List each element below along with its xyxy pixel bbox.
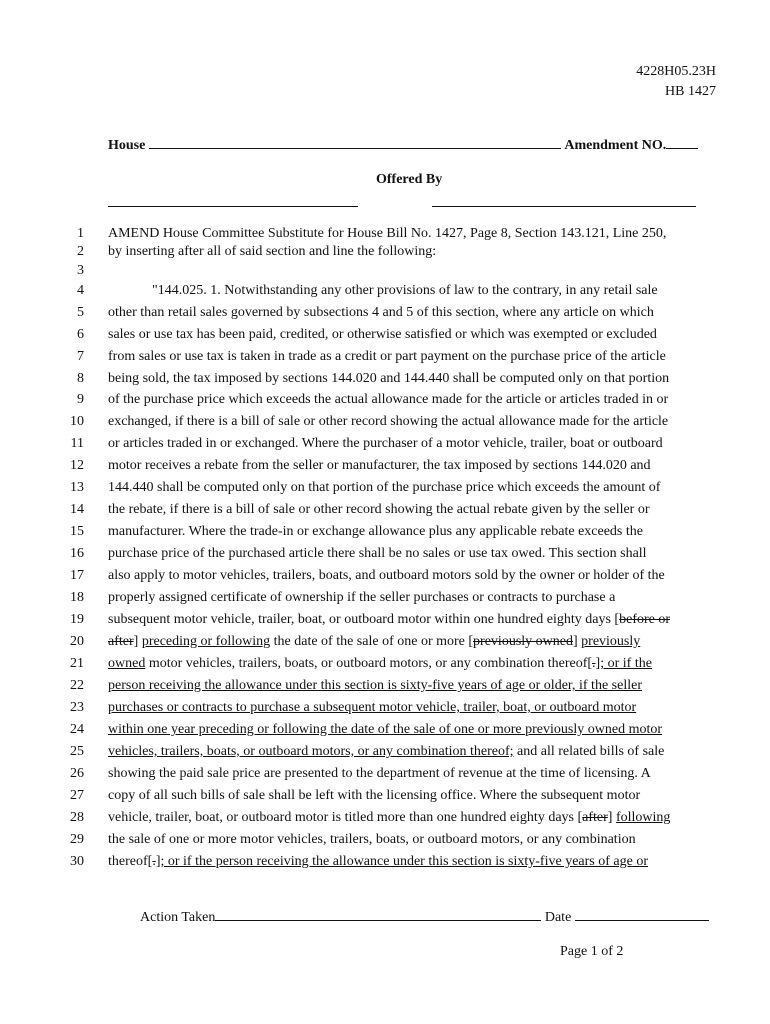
line-number: 18 (70, 590, 84, 605)
text-line: properly assigned certificate of ownership if the seller purchases or contracts to purchase a (108, 590, 616, 605)
line-number: 26 (70, 766, 84, 781)
text-line: being sold, the tax imposed by sections 144.020 and 144.440 shall be computed only on that portion (108, 371, 670, 386)
deleted-text: after (108, 634, 134, 649)
text-line: of the purchase price which exceeds the actual allowance made for the article or articles traded in or (108, 392, 669, 407)
deleted-text: . (592, 656, 596, 671)
bill-number: HB 1427 (665, 84, 716, 99)
line-number: 6 (77, 327, 84, 342)
line-number: 9 (77, 392, 84, 407)
text-line: by inserting after all of said section and line the following: (108, 244, 437, 259)
line-number: 5 (77, 305, 84, 320)
text-line: subsequent motor vehicle, trailer, boat, or outboard motor within one hundred eighty days [before or (108, 612, 671, 627)
text-line: exchanged, if there is a bill of sale or other record showing the actual allowance made for the article (108, 414, 669, 429)
line-number: 16 (70, 546, 84, 561)
inserted-text: following (615, 810, 671, 825)
inserted-text: previously (581, 634, 641, 649)
text-line: manufacturer. Where the trade-in or exchange allowance plus any applicable rebate exceeds the (108, 524, 643, 539)
deleted-text: . (152, 854, 156, 869)
text-line: the rebate, if there is a bill of sale or other record showing the actual rebate given by the seller or (108, 502, 650, 517)
line-number: 27 (70, 788, 84, 803)
inserted-text: vehicles, trailers, boats, or outboard motors, or any combination thereof; (108, 744, 514, 759)
text-line: copy of all such bills of sale shall be left with the licensing office. Where the subsequent motor (108, 788, 641, 803)
line-number: 7 (77, 349, 84, 364)
line-number: 24 (70, 722, 84, 737)
date-blank (575, 908, 709, 921)
line-number: 20 (70, 634, 84, 649)
line-number: 2 (77, 244, 84, 259)
line-number: 13 (70, 480, 84, 495)
text-line: 144.440 shall be computed only on that portion of the purchase price which exceeds the amount of (108, 480, 661, 495)
amendment-row (108, 136, 698, 154)
text-line: or articles traded in or exchanged. Where the purchaser of a motor vehicle, trailer, boat or outboard (108, 436, 663, 451)
line-number: 12 (70, 458, 84, 473)
text-line: vehicle, trailer, boat, or outboard motor is titled more than one hundred eighty days [after] following (108, 810, 671, 825)
text-line: thereof[.]; or if the person receiving the allowance under this section is sixty-five years of age or (108, 854, 648, 869)
text-line: also apply to motor vehicles, trailers, boats, and outboard motors sold by the owner or holder of the (108, 568, 665, 583)
offered-by-label: Offered By (376, 172, 443, 187)
offered-by-line-right (432, 206, 696, 207)
line-number: 15 (70, 524, 84, 539)
text-line: AMEND House Committee Substitute for House Bill No. 1427, Page 8, Section 143.121, Line 250, (108, 226, 667, 241)
action-taken-row (140, 908, 709, 926)
house-label: House (108, 138, 146, 153)
text-line: sales or use tax has been paid, credited, or otherwise satisfied or which was exempted or excluded (108, 327, 657, 342)
text-line: other than retail sales governed by subsections 4 and 5 of this section, where any article on which (108, 305, 654, 320)
deleted-text: after (582, 810, 608, 825)
inserted-text-line: within one year preceding or following the date of the sale of one or more previously owned motor (108, 722, 663, 737)
amendment-label: Amendment NO. (564, 138, 667, 153)
line-number: 29 (70, 832, 84, 847)
line-number: 28 (70, 810, 84, 825)
line-number: 25 (70, 744, 84, 759)
text-line: motor receives a rebate from the seller or manufacturer, the tax imposed by sections 144.020 and (108, 458, 651, 473)
date-label: Date (544, 910, 572, 925)
line-number: 1 (77, 226, 84, 241)
text-line: purchase price of the purchased article there shall be no sales or use tax owed. This section shall (108, 546, 647, 561)
line-number: 22 (70, 678, 84, 693)
action-taken-blank (215, 908, 541, 921)
line-number: 14 (70, 502, 84, 517)
inserted-text: ; or if the person receiving the allowance under this section is sixty-five years of age or (160, 854, 648, 869)
line-number: 4 (77, 283, 84, 298)
line-number: 30 (70, 854, 84, 869)
text-line: the sale of one or more motor vehicles, trailers, boats, or outboard motors, or any combination (108, 832, 636, 847)
house-blank (149, 136, 561, 149)
line-number: 19 (70, 612, 84, 627)
amendment-number-blank (666, 136, 698, 149)
text-line: from sales or use tax is taken in trade as a credit or part payment on the purchase price of the article (108, 349, 666, 364)
text-line: showing the paid sale price are presented to the department of revenue at the time of licensing. A (108, 766, 651, 781)
line-number: 3 (77, 263, 84, 278)
text-line: owned motor vehicles, trailers, boats, or outboard motors, or any combination thereof[.]; or if the (108, 656, 652, 671)
inserted-text-line: purchases or contracts to purchase a subsequent motor vehicle, trailer, boat, or outboard motor (108, 700, 637, 715)
deleted-text: previously owned (473, 634, 573, 649)
line-number: 21 (70, 656, 84, 671)
deleted-text: before or (619, 612, 671, 627)
text-line: vehicles, trailers, boats, or outboard motors, or any combination thereof; and all related bills of sale (108, 744, 665, 759)
line-number: 8 (77, 371, 84, 386)
line-number: 10 (70, 414, 84, 429)
line-number: 23 (70, 700, 84, 715)
text-line: "144.025. 1. Notwithstanding any other provisions of law to the contrary, in any retail sale (152, 283, 658, 298)
inserted-text: ; or if the (600, 656, 652, 671)
inserted-text: preceding or following (141, 634, 271, 649)
inserted-text: owned (108, 656, 146, 671)
line-number: 17 (70, 568, 84, 583)
line-number: 11 (70, 436, 84, 451)
document-code: 4228H05.23H (636, 64, 716, 79)
text-line: after] preceding or following the date of the sale of one or more [previously owned] previously (108, 634, 641, 649)
inserted-text-line: person receiving the allowance under this section is sixty-five years of age or older, if the seller (108, 678, 642, 693)
action-taken-label: Action Taken (140, 910, 216, 925)
page-number: Page 1 of 2 (560, 944, 624, 959)
offered-by-line-left (108, 206, 358, 207)
